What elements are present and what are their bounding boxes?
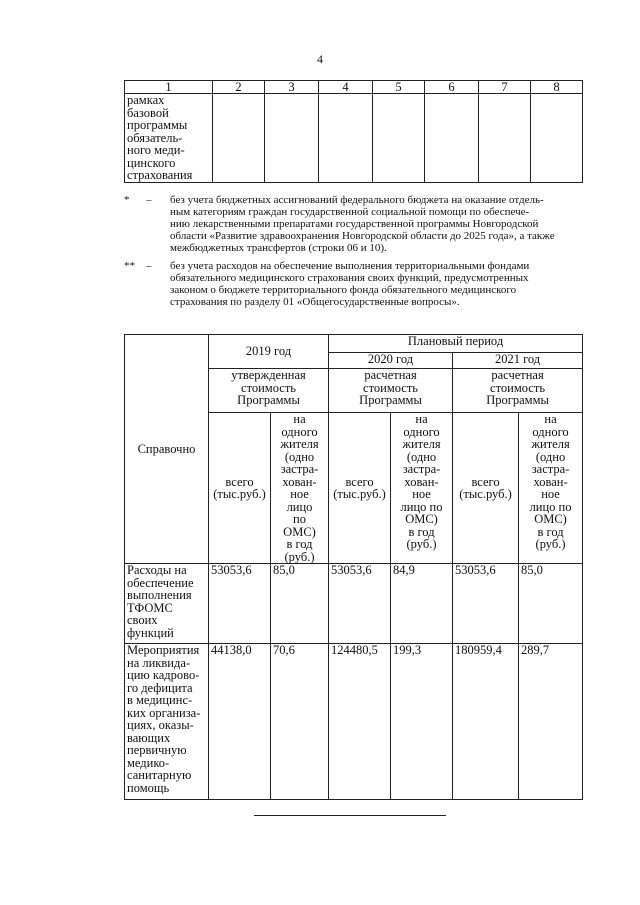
total-header-2020: всего (тыс.руб.)	[329, 413, 391, 564]
empty-cell	[319, 94, 373, 183]
value-cell: 85,0	[519, 564, 583, 644]
col-number-7: 7	[479, 81, 531, 94]
approved-cost-header: утвержденная стоимость Программы	[209, 369, 329, 413]
value-cell: 44138,0	[209, 644, 271, 800]
table-row	[125, 564, 583, 644]
per-resident-header-2021: на одного жителя (одно застра- хован- ное лицо по ОМС) в год (руб.)	[519, 413, 583, 564]
col-number-6: 6	[425, 81, 479, 94]
value-cell: 124480,5	[329, 644, 391, 800]
table-row	[125, 94, 583, 183]
row-label: Мероприятия на ликвида- цию кадрово- го дефицита в медицинс- ких организа- циях, оказы- вающих первичную медико- санитарную помощь	[125, 644, 209, 800]
col-number-5: 5	[373, 81, 425, 94]
empty-cell	[265, 94, 319, 183]
empty-cell	[425, 94, 479, 183]
empty-cell	[531, 94, 583, 183]
footnote-single-asterisk: * – без учета бюджетных ассигнований федерального бюджета на оказание отдель- ным категориям граждан государственной социальной помощи по обеспече- нию лекарственными препаратами государственной программы Новгородской области «Развитие здравоохранения Новгородской области до 2025 года», а также межбюджетных трансфертов (строки 06 и 10).	[124, 194, 555, 254]
value-cell: 85,0	[271, 564, 329, 644]
value-cell: 289,7	[519, 644, 583, 800]
col-number-3: 3	[265, 81, 319, 94]
footnote-double-asterisk: ** – без учета расходов на обеспечение выполнения территориальными фондами обязательного медицинского страхования своих функций, предусмотренных законом о бюджете территориального фонда обязательного медицинского страхования по разделу 01 «Общегосударственные вопросы».	[124, 260, 530, 308]
reference-table	[124, 334, 583, 800]
value-cell: 70,6	[271, 644, 329, 800]
calc-cost-2020-header: расчетная стоимость Программы	[329, 369, 453, 413]
header-row-1	[125, 335, 583, 353]
value-cell: 53053,6	[209, 564, 271, 644]
table-row	[125, 644, 583, 800]
footer-divider	[254, 815, 446, 816]
empty-cell	[213, 94, 265, 183]
column-number-row	[125, 81, 583, 94]
continuation-table	[124, 80, 583, 183]
value-cell: 180959,4	[453, 644, 519, 800]
total-header-2021: всего (тыс.руб.)	[453, 413, 519, 564]
calc-cost-2021-header: расчетная стоимость Программы	[453, 369, 583, 413]
value-cell: 84,9	[391, 564, 453, 644]
value-cell: 53053,6	[453, 564, 519, 644]
col-number-4: 4	[319, 81, 373, 94]
corner-cell: Справочно	[125, 335, 209, 564]
col-number-2: 2	[213, 81, 265, 94]
per-resident-header-2019: на одного жителя (одно застра- хован- ное лицо по ОМС) в год (руб.)	[271, 413, 329, 564]
page-number: 4	[317, 52, 323, 66]
row-label: Расходы на обеспечение выполнения ТФОМС своих функций	[125, 564, 209, 644]
total-header-2019: всего (тыс.руб.)	[209, 413, 271, 564]
planned-period-header: Плановый период	[329, 335, 583, 353]
col-number-8: 8	[531, 81, 583, 94]
year-2020-header: 2020 год	[329, 353, 453, 369]
per-resident-header-2020: на одного жителя (одно застра- хован- ное лицо по ОМС) в год (руб.)	[391, 413, 453, 564]
empty-cell	[479, 94, 531, 183]
row-label: рамках базовой программы обязатель- ного меди- цинского страхования	[125, 94, 213, 183]
year-2019-header: 2019 год	[209, 335, 329, 369]
col-number-1: 1	[125, 81, 213, 94]
value-cell: 199,3	[391, 644, 453, 800]
year-2021-header: 2021 год	[453, 353, 583, 369]
empty-cell	[373, 94, 425, 183]
value-cell: 53053,6	[329, 564, 391, 644]
